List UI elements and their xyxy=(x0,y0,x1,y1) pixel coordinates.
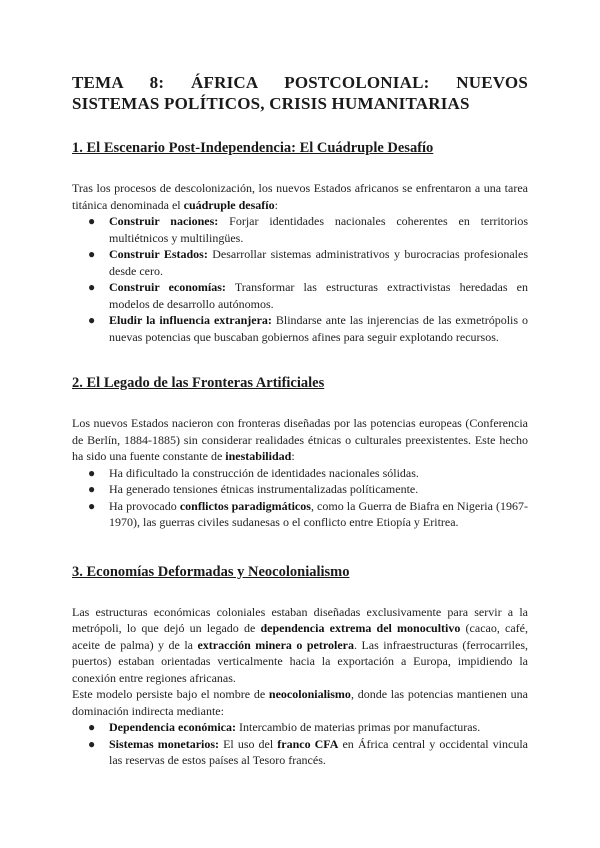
section-3-paragraph-1 xyxy=(72,604,528,687)
list-item-text: Blindarse ante las injerencias de las exmetrópolis o nuevas potencias que buscaban gobiernos afines para seguir explotando recursos. xyxy=(109,313,529,344)
section-3-heading: 3. Economías Deformadas y Neocolonialismo xyxy=(72,563,350,580)
list-item xyxy=(72,736,528,769)
section-1-body xyxy=(72,180,528,345)
section-2-body xyxy=(72,415,528,531)
list-item-text: Forjar identidades nacionales coherentes en territorios multiétnicos y multilingües. xyxy=(109,214,528,245)
list-item xyxy=(72,498,528,531)
section-3-bullet-list xyxy=(72,719,528,769)
list-item-text: Ha generado tensiones étnicas instrumentalizadas políticamente. xyxy=(109,482,419,496)
list-item-text: Ha provocado xyxy=(109,498,180,513)
section-2-intro-end: : xyxy=(291,449,295,463)
paragraph-bold: neocolonialismo xyxy=(268,687,351,701)
section-1-intro xyxy=(72,180,528,213)
section-2-heading: 2. El Legado de las Fronteras Artificiales xyxy=(72,375,325,391)
bullet-icon: ● xyxy=(88,214,96,228)
paragraph-bold: extracción minera o petrolera xyxy=(197,637,354,652)
list-item-text: Transformar las estructuras extractivistas heredadas en modelos de desarrollo autónomos. xyxy=(109,280,529,311)
list-item-text: Intercambio de materias primas por manufacturas. xyxy=(235,720,481,734)
section-2-bullet-list xyxy=(72,465,528,531)
paragraph-bold: dependencia extrema del monocultivo xyxy=(260,621,461,635)
section-2-intro-text: Los nuevos Estados nacieron con fronteras diseñadas por las potencias europeas (Conferencia de Berlín, 1884-1885) sin considerar realidades étnicas o culturales preexistentes. Este hecho ha sido una fuente constante de xyxy=(72,416,528,463)
bullet-icon: ● xyxy=(88,280,96,294)
section-3-paragraph-2 xyxy=(72,686,528,719)
section-1-bullet-list xyxy=(72,213,528,345)
section-3-body xyxy=(72,604,528,769)
bullet-icon: ● xyxy=(88,465,96,480)
section-1-intro-end: : xyxy=(274,197,278,212)
list-item-bold: Construir economías: xyxy=(109,280,226,294)
bullet-icon: ● xyxy=(88,720,96,734)
list-item-text: Desarrollar sistemas administrativos y burocracias profesionales desde cero. xyxy=(109,247,528,278)
list-item xyxy=(72,246,528,279)
paragraph-text: Las estructuras económicas coloniales estaban diseñadas exclusivamente para servir a la metrópoli, lo que dejó un legado de xyxy=(72,604,528,635)
paragraph-text: Este modelo persiste bajo el nombre de xyxy=(72,687,269,701)
bullet-icon: ● xyxy=(88,247,96,261)
document-page xyxy=(72,72,528,769)
list-item-text: , como la Guerra de Biafra en Nigeria (1967-1970), las guerras civiles sudanesas o el conflicto entre Etiopía y Eritrea. xyxy=(109,498,528,529)
list-item-text: Ha dificultado la construcción de identidades nacionales sólidas. xyxy=(109,465,419,480)
list-item-bold: Construir Estados: xyxy=(109,247,208,261)
list-item-bold: franco CFA xyxy=(277,736,339,751)
list-item xyxy=(72,481,528,498)
section-2-intro xyxy=(72,415,528,465)
list-item-text: El uso del xyxy=(219,736,278,751)
list-item-bold: Sistemas monetarios: xyxy=(109,736,220,751)
document-title: TEMA 8: ÁFRICA POSTCOLONIAL: NUEVOS SISTEMAS POLÍTICOS, CRISIS HUMANITARIAS xyxy=(72,73,528,113)
bullet-icon: ● xyxy=(88,482,96,496)
list-item xyxy=(72,279,528,312)
list-item-bold: Dependencia económica: xyxy=(109,720,236,734)
list-item-bold: Construir naciones: xyxy=(109,214,219,228)
paragraph-text: (cacao, café, aceite de palma) y de la xyxy=(72,621,528,652)
list-item-bold: conflictos paradigmáticos xyxy=(179,498,311,513)
section-1-heading: 1. El Escenario Post-Independencia: El Cuádruple Desafío xyxy=(72,140,434,156)
list-item xyxy=(72,312,528,345)
bullet-icon: ● xyxy=(88,313,96,327)
list-item xyxy=(72,213,528,246)
paragraph-text: . Las infraestructuras (ferrocarriles, puertos) estaban orientadas verticalmente hacia la exportación a Europa, impidiendo la conexión entre regiones africanas. xyxy=(72,637,528,685)
paragraph-text: , donde las potencias mantienen una dominación indirecta mediante: xyxy=(72,687,528,718)
section-1-intro-text: Tras los procesos de descolonización, los nuevos Estados africanos se enfrentaron a una tarea titánica denominada el xyxy=(72,181,528,212)
bullet-icon: ● xyxy=(88,498,96,513)
list-item xyxy=(72,719,528,736)
list-item xyxy=(72,465,528,482)
section-1-intro-bold: cuádruple desafío xyxy=(183,197,275,212)
list-item-bold: Eludir la influencia extranjera: xyxy=(109,313,272,327)
bullet-icon: ● xyxy=(88,736,96,751)
section-2-intro-bold: inestabilidad xyxy=(225,449,292,463)
list-item-text: en África central y occidental vincula las reservas de estos países al Tesoro francés. xyxy=(109,736,528,767)
